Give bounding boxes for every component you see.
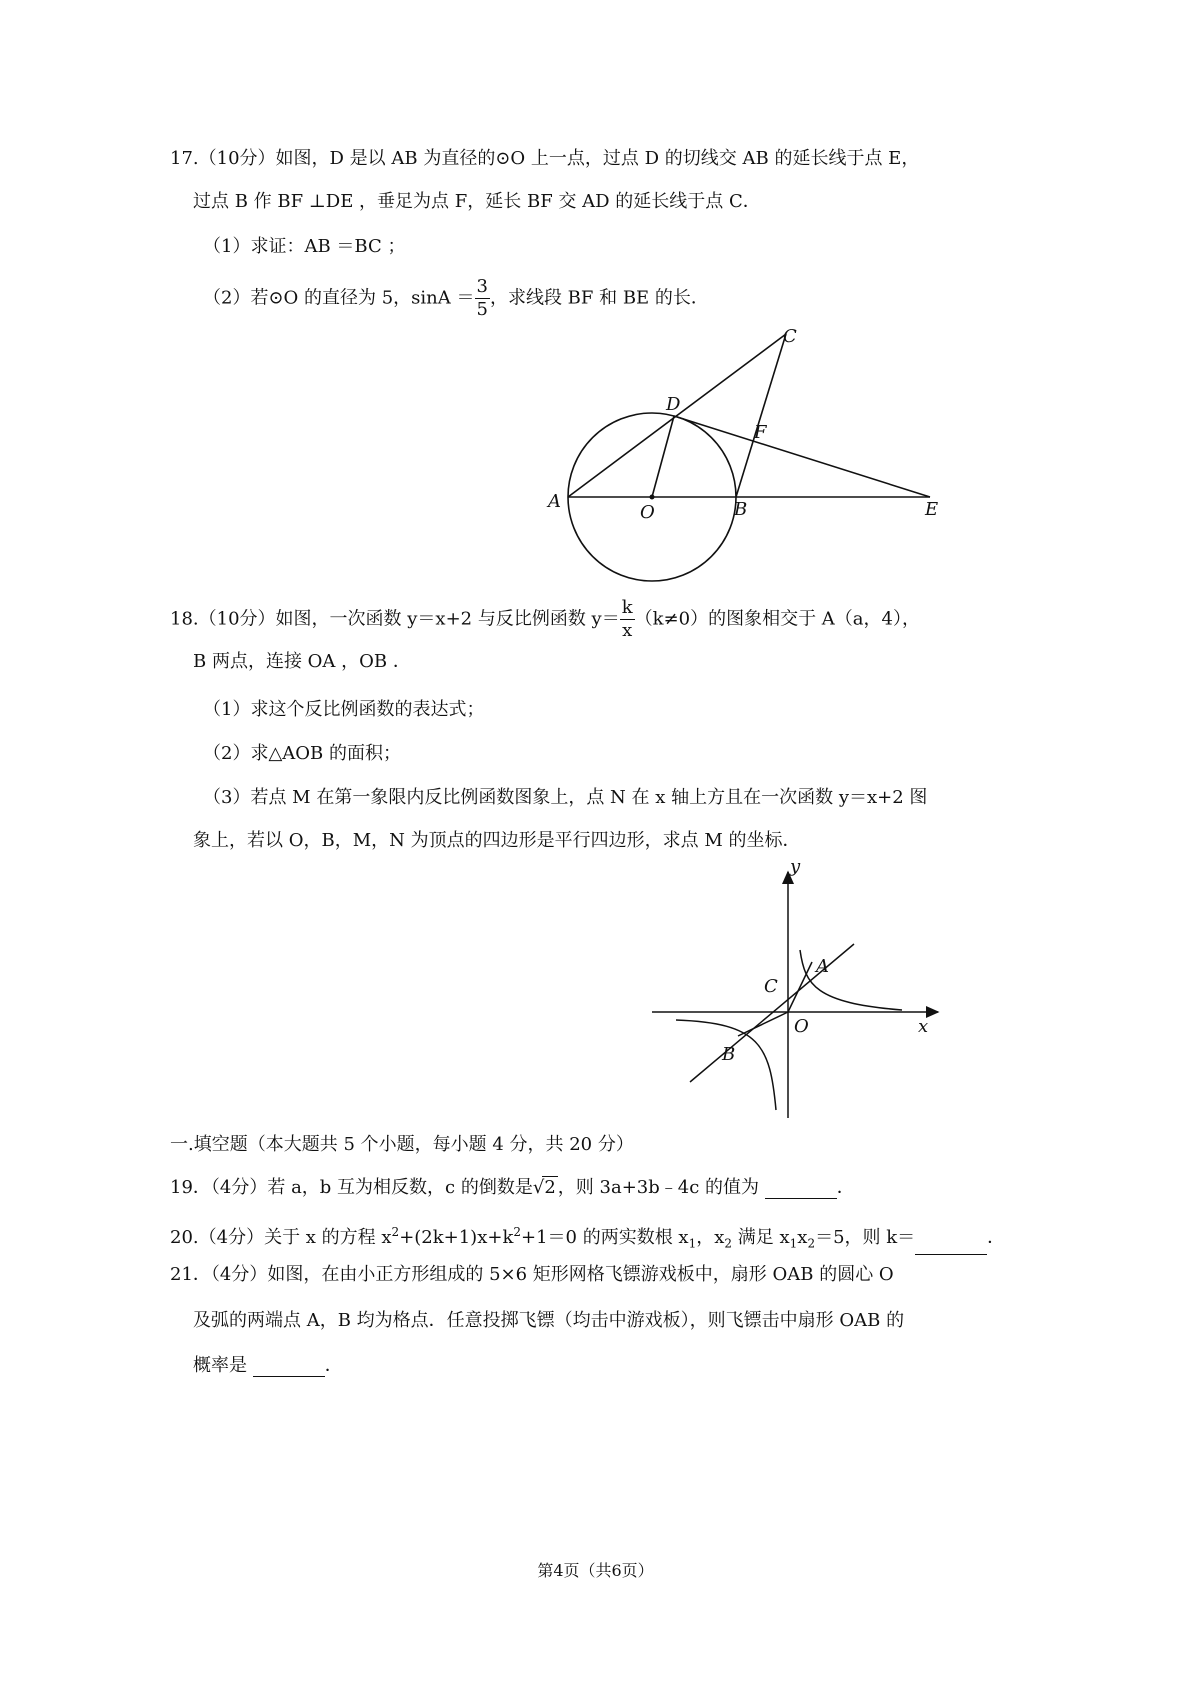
- q17-part2: [203, 276, 709, 321]
- label-f: F: [754, 422, 767, 443]
- q17-figure: [540, 320, 960, 590]
- q18-figure: [640, 860, 960, 1125]
- q18-line1: [170, 597, 920, 642]
- q20-part3: +1＝0 的两实数根 x: [521, 1227, 689, 1248]
- sqrt-sign: √: [532, 1177, 545, 1198]
- q21-line3: [193, 1355, 343, 1377]
- page-footer: 第4页（共6页）: [537, 1561, 654, 1580]
- q20-part1: 20.（4分）关于 x 的方程 x: [170, 1227, 392, 1248]
- q18-part3-line2: 象上，若以 O，B，M，N 为顶点的四边形是平行四边形，求点 M 的坐标．: [193, 830, 801, 851]
- q19-sqrt-value: 2: [544, 1177, 556, 1198]
- q18-fraction: [620, 597, 635, 642]
- q21-line3-text: 概率是: [193, 1355, 247, 1376]
- q18-part3-line1: （3）若点 M 在第一象限内反比例函数图象上，点 N 在 x 轴上方且在一次函数 y＝x+2 图: [203, 787, 928, 808]
- line-od: [652, 416, 674, 497]
- q17-frac-den: 5: [476, 299, 488, 320]
- label-d: D: [666, 394, 681, 415]
- q20-part7: ＝5，则 k＝: [815, 1227, 916, 1248]
- q20: [170, 1221, 1005, 1255]
- label-y: y: [790, 860, 801, 877]
- q20-part4: ，x: [696, 1227, 725, 1248]
- q18-line2: B 两点，连接 OA ，OB ．: [193, 651, 411, 672]
- q17-part2-before: （2）若⊙O 的直径为 5，sinA ＝: [203, 287, 475, 309]
- q17-part1: （1）求证：AB ＝BC ；: [203, 236, 406, 257]
- q18-frac-den: x: [622, 620, 633, 641]
- q18-part1: （1）求这个反比例函数的表达式；: [203, 699, 485, 720]
- q20-part6: x: [797, 1227, 808, 1248]
- label-a: A: [816, 956, 829, 977]
- q19-before: 19．（4分）若 a，b 互为相反数，c 的倒数是: [170, 1177, 533, 1198]
- line-ac: [568, 334, 786, 497]
- q18-frac-num: k: [621, 597, 633, 618]
- hyperbola-branch-2: [676, 1020, 776, 1110]
- q21-answer-blank[interactable]: [253, 1358, 325, 1377]
- center-dot: [650, 495, 655, 500]
- q18-line1-before: 18.（10分）如图，一次函数 y＝x+2 与反比例函数 y＝: [170, 608, 620, 630]
- label-a: A: [548, 491, 561, 512]
- q20-sub-b: 2: [724, 1236, 733, 1251]
- q20-part5: 满足 x: [732, 1227, 790, 1248]
- label-c: C: [783, 326, 797, 347]
- label-e: E: [925, 499, 939, 520]
- q20-sub-d: 2: [807, 1236, 816, 1251]
- q20-answer-blank[interactable]: [915, 1236, 987, 1255]
- q19: [170, 1176, 855, 1199]
- label-o: O: [640, 502, 655, 523]
- q18-part2: （2）求△AOB 的面积；: [203, 743, 401, 764]
- q17-part2-after: ，求线段 BF 和 BE 的长．: [489, 287, 709, 309]
- line-bc: [736, 334, 786, 497]
- q19-answer-blank[interactable]: [765, 1180, 837, 1199]
- q19-after: ，则 3a+3b﹣4c 的值为: [557, 1177, 760, 1198]
- q20-sub-c: 1: [789, 1236, 798, 1251]
- q17-line1: 17.（10分）如图，D 是以 AB 为直径的⊙O 上一点，过点 D 的切线交 AB 的延长线于点 E，: [170, 148, 920, 169]
- section-header: 一.填空题（本大题共 5 个小题，每小题 4 分，共 20 分）: [170, 1134, 634, 1155]
- q20-sup-a: 2: [391, 1225, 400, 1239]
- linear-function-line: [690, 944, 854, 1082]
- label-x: x: [918, 1016, 929, 1037]
- q21-end: ．: [324, 1355, 343, 1376]
- q17-line2: 过点 B 作 BF ⊥DE ，垂足为点 F，延长 BF 交 AD 的延长线于点 C．: [193, 191, 761, 212]
- q20-sup-b: 2: [513, 1225, 521, 1239]
- q18-line1-after: （k≠0）的图象相交于 A（a，4），: [634, 608, 920, 630]
- q21-line2: 及弧的两端点 A，B 均为格点．任意投掷飞镖（均击中游戏板），则飞镖击中扇形 OAB 的: [193, 1310, 905, 1331]
- q19-end: ．: [836, 1177, 855, 1198]
- segment-oa: [788, 962, 812, 1012]
- label-c: C: [764, 976, 778, 997]
- q20-part2: +(2k+1)x+k: [399, 1227, 514, 1248]
- segment-ob: [738, 1012, 788, 1036]
- line-de: [674, 416, 930, 497]
- label-o: O: [794, 1016, 809, 1037]
- q20-end: ．: [987, 1227, 1006, 1248]
- q17-frac-num: 3: [476, 276, 488, 297]
- label-b: B: [722, 1044, 736, 1065]
- label-b: B: [734, 499, 748, 520]
- q21-line1: 21．（4分）如图，在由小正方形组成的 5×6 矩形网格飞镖游戏板中，扇形 OAB 的圆心 O: [170, 1264, 894, 1285]
- q17-fraction: [475, 276, 490, 321]
- q20-sub-a: 1: [688, 1236, 697, 1251]
